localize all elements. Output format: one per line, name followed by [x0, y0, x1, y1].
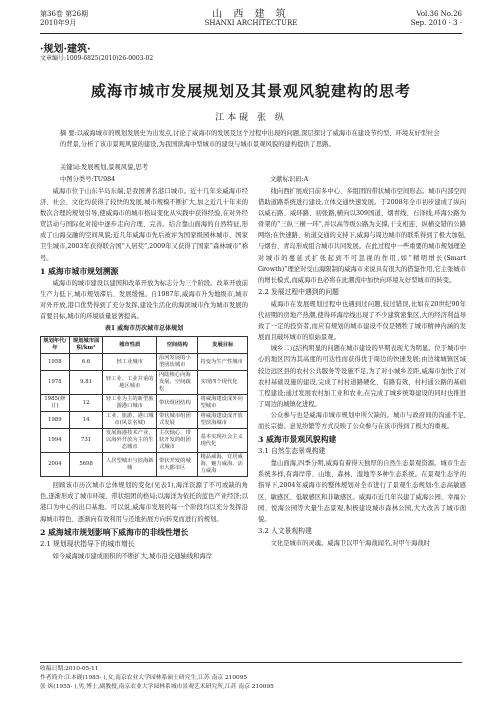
table-cell: 带状开发的城市大都市区: [156, 453, 198, 477]
table-cell: 1994: [41, 429, 70, 453]
table-cell: 主次轴心、带状开发的组团式城市: [156, 429, 198, 453]
paragraph: 威海市的城市建设以建国和改革开放为标志分为三个阶段。改革开放前生产力低下,城市规划滞后、发展缓慢。自1987年,威海市升为地级市,城市对外开放,港口优势得到了充分发挥,建设生活化的海滨城市作为城市发展的首要目标,城市的环境质量显著提高。: [40, 279, 248, 321]
document-code: 文献标识码:A: [270, 176, 309, 183]
issue-date-en: Sep. 2010 · 3 ·: [410, 19, 462, 27]
paragraph: 如今威海城市建成面积的不断扩大,城市沿交通轴线和海岸: [52, 552, 213, 560]
table-row: [41, 371, 248, 395]
table-row: [41, 429, 248, 453]
paragraph: 公众参与也是威海市城市规划中所欠缺的。城市与政府间的沟通不足,而长宗德、意见纷繁等方式反映了公众参与在该市得到了极大的重视。: [258, 411, 466, 430]
received-date: 收稿日期:2010-05-11: [40, 666, 99, 672]
author-bio: 作者简介:江本砚(1985- ),女,南京农业大学园林系硕士研究生,江苏 南京 210095: [40, 675, 248, 681]
table-header: 空间结构: [156, 337, 198, 354]
table-cell: 实现四个现代化: [198, 371, 248, 395]
table-cell: 轻工业城市: [103, 354, 156, 371]
issue-date: 2010年9月: [40, 19, 77, 27]
table-cell: 持变为生产性城市: [198, 354, 248, 371]
article-id: 文章编号:1009-6825(2010)26-0003-02: [40, 55, 154, 62]
table-cell: 将威海建设成开放型滨海城市: [198, 412, 248, 429]
right-column: [258, 186, 466, 549]
heading-section-2-1: 2.1 规划现状指导下的城市增长: [40, 539, 135, 548]
table-cell: 6.6: [69, 354, 103, 371]
table-cell: 工业、旅游、港口城市(风景名城): [103, 412, 156, 429]
table-cell: 发展海港技术产业、以海外开放为主的生态城市: [103, 429, 156, 453]
table-header: 规划城市面积/km²: [69, 337, 103, 354]
heading-section-3-1: 3.1 自然生态景观构建: [258, 447, 326, 456]
table-header-row: [41, 337, 248, 354]
issue-volume: 第36卷 第26期: [40, 10, 89, 18]
table-cell: 1985(修订): [41, 395, 70, 412]
table-cell: 轻工业、工业并重的地区城市: [103, 371, 156, 395]
heading-section-2-2: 2.2 发展过程中遇到的问题: [258, 287, 339, 296]
left-column: [40, 186, 248, 562]
intro-paragraph: 威海市位于山东半岛东端,是我国著名港口城市。近十几年来威海市经济、社会、文化均获得了较快的发展,城市规模不断扩大,加之近几十年来的数次合理的规划引导,使威海市的城市格局变化从实践中获得经验,在对外经贸活动与国际化对接中逐步走向合理、完善。结合靠山面海的自然特征,形成了山海交融的空间风貌;近几年威海市先后被评为国家级园林城市、国家卫生城市,2003年获得联合国“人居奖”,2009年又获得了国家“森林城市”称号。: [40, 188, 248, 262]
table-row: [41, 395, 248, 412]
heading-section-2: 2 威海城市规划影响下威海市的非线性增长: [40, 527, 189, 537]
keywords: 关键词:发展规划,景观风貌,思考: [60, 164, 148, 171]
journal-name-en: SHANXI ARCHITECTURE: [204, 19, 298, 27]
heading-section-1: 1 威海市城市规划溯源: [40, 266, 119, 276]
table-caption: 表1 威海市历次城市总体规划: [104, 325, 184, 333]
journal-name: [40, 10, 462, 28]
paragraph: 回顾该市历次城市总体规划的变化(见表1),海洋资源了不可或缺的角色,逐渐形成了城市环境、带状组团的格局;以海洋为依托的蓝色产业经济;以港口为中心的出口基地。可以说,威海市发展的每一个阶段均以充分发挥沿海城市特色、逐渐向有效利用与还地拓展方向转变而进行的规划。: [40, 482, 248, 523]
article-title: 威海市城市发展规划及其景观风貌建构的思考: [90, 82, 411, 100]
table-row: [41, 412, 248, 429]
table-header: 规划年代/年: [41, 337, 70, 354]
table-cell: 基本实现社会主义现代化: [198, 429, 248, 453]
author-bio: 张 纵(1955- ),男,博士,副教授,南京农业大学园林系城市景观艺术研究所,江苏 南京 210095: [40, 684, 274, 690]
paragraph: 靠山面海,四季分明,威海有着得天独厚的自然生态景观资源。城市生态系统多样,有海岸带、山地、森林、湿地等多种生态系统。在景观生态学的指导下,2004年威海市的整体规划对全市进行了景观生态规划:生态高敏感区、敏感区、低敏感区和非敏感区。威海市近几年兴建了威海公园、幸福公园、悦海公园等大量生态景观,积极建设城市森林公园,大大改善了城市面貌。: [258, 460, 466, 523]
header-rule: [40, 33, 462, 34]
table-cell: 9.81: [69, 371, 103, 395]
paragraph: 文化是城市的灵魂。威海卫以甲午海战闻名,对甲午海战时: [270, 539, 431, 547]
table-header: 城市性质: [103, 337, 156, 354]
table-cell: 带状城市组团式发展: [156, 412, 198, 429]
heading-section-3: 3 威海市景观风貌构建: [258, 435, 337, 445]
table-cell: 带状组团结构: [156, 395, 198, 412]
table-cell: 精品威海、宜居威海、魅力威海、活力威海: [198, 453, 248, 477]
running-header: [40, 10, 462, 32]
table-cell: 12: [69, 395, 103, 412]
table-cell: 1978: [41, 371, 70, 395]
article-authors: 江本砚 张 纵: [215, 113, 287, 123]
table-cell: 14: [69, 412, 103, 429]
table-cell: 沿河发展的小型团状城市: [156, 354, 198, 371]
issue-info-en: [411, 10, 462, 28]
abstract: 摘 要:以威海城市的规划发展史为出发点,讨论了威海市的发展及这个过程中出现的问题,深层探讨了威海市在建设节约型、环境友好型社会的背景,分析了该市景观风貌的建设,为我国滨海中型城市的建设与城市景观风貌的建构提供了思路。: [60, 130, 440, 148]
table-cell: 2004: [41, 453, 70, 477]
heading-section-3-2: 3.2 人文景观构建: [258, 526, 312, 535]
table-cell: 1958: [41, 354, 70, 371]
table-cell: 将威海建设成外向型城市: [198, 395, 248, 412]
table-cell: 内陆核心向海发展、空间疏松: [156, 371, 198, 395]
table-row: [41, 453, 248, 477]
classification-number: 中图分类号:TU984: [60, 176, 116, 183]
table-cell: 轻工业为主的新型旅游港口城市: [103, 395, 156, 412]
table-cell: 人居型城市与滨海新城: [103, 453, 156, 477]
paragraph: 城乡二元结构明显的问题在城市建设的早期表现尤为明显。位于城市中心的地区因为其高度的可达性而获得优于周边的快速发展;由边缘城镇区域较边远区县的农村公共服务等设施不足,为了对小城乡差距,威海市加快了对农村基础设施的建设,完成了村村道路硬化、有路有效、村村通公路的基础工程建设;通过发展农村加工业和农业,在完成了城乡统筹建设的同时也推进了周边的城镇化进程。: [258, 345, 466, 408]
footnote: [40, 662, 462, 692]
planning-history-table: [40, 336, 248, 477]
table-header: 发展目标: [198, 337, 248, 354]
table-cell: 5698: [69, 453, 103, 477]
section-label: ·规划·建筑·: [40, 44, 91, 55]
journal-name-cn: 山 西 建 筑: [212, 9, 290, 20]
page-number: · 3 ·: [448, 19, 462, 27]
table-cell: 731: [69, 429, 103, 453]
table-cell: 1989: [41, 412, 70, 429]
paragraph: 线向西扩展成目前多中心、多组团的带状城市空间形态。城市内部空间借助道路系统进行建设,立体交通快速发展。于2008年全市初步建成了纵向以威石路、威环路、初张路,横向以309国道、烟青线、石泽线,环海公路为骨架的“三纵三横一环”,并以高等级公路为支撑,干支相连、纵横交错的公路网络;在快速路、轨道交通的支持下,威海与周边城市的联系得到了极大加强,与烟台、青岛形成组合城市共同发展。在此过程中一些重要的城市规划理论对城市的蔓延式扩张起到不可忽视的作用,如“精明增长(Smart Growth)”理论对受山海限制的威海市来说具有很大的借鉴作用,它主张城市的增长模式,而威海市也必将在此潮流中加快向环境友好型城市的转变。: [258, 188, 466, 284]
paragraph: 威海市在发展规划过程中也遇到过问题,较过错误,比如在20世纪90年代初期的房地产热潮,使得环海岸线出现了不少建筑密集区,大的经济利益导致了一定的投资者,而应有规划的城市建设不仅是牺牲了城市精神内涵的发展而且破坏城市的原始景观。: [258, 300, 466, 342]
table-row: [41, 354, 248, 371]
issue-volume-en: Vol.36 No.26: [416, 10, 462, 18]
